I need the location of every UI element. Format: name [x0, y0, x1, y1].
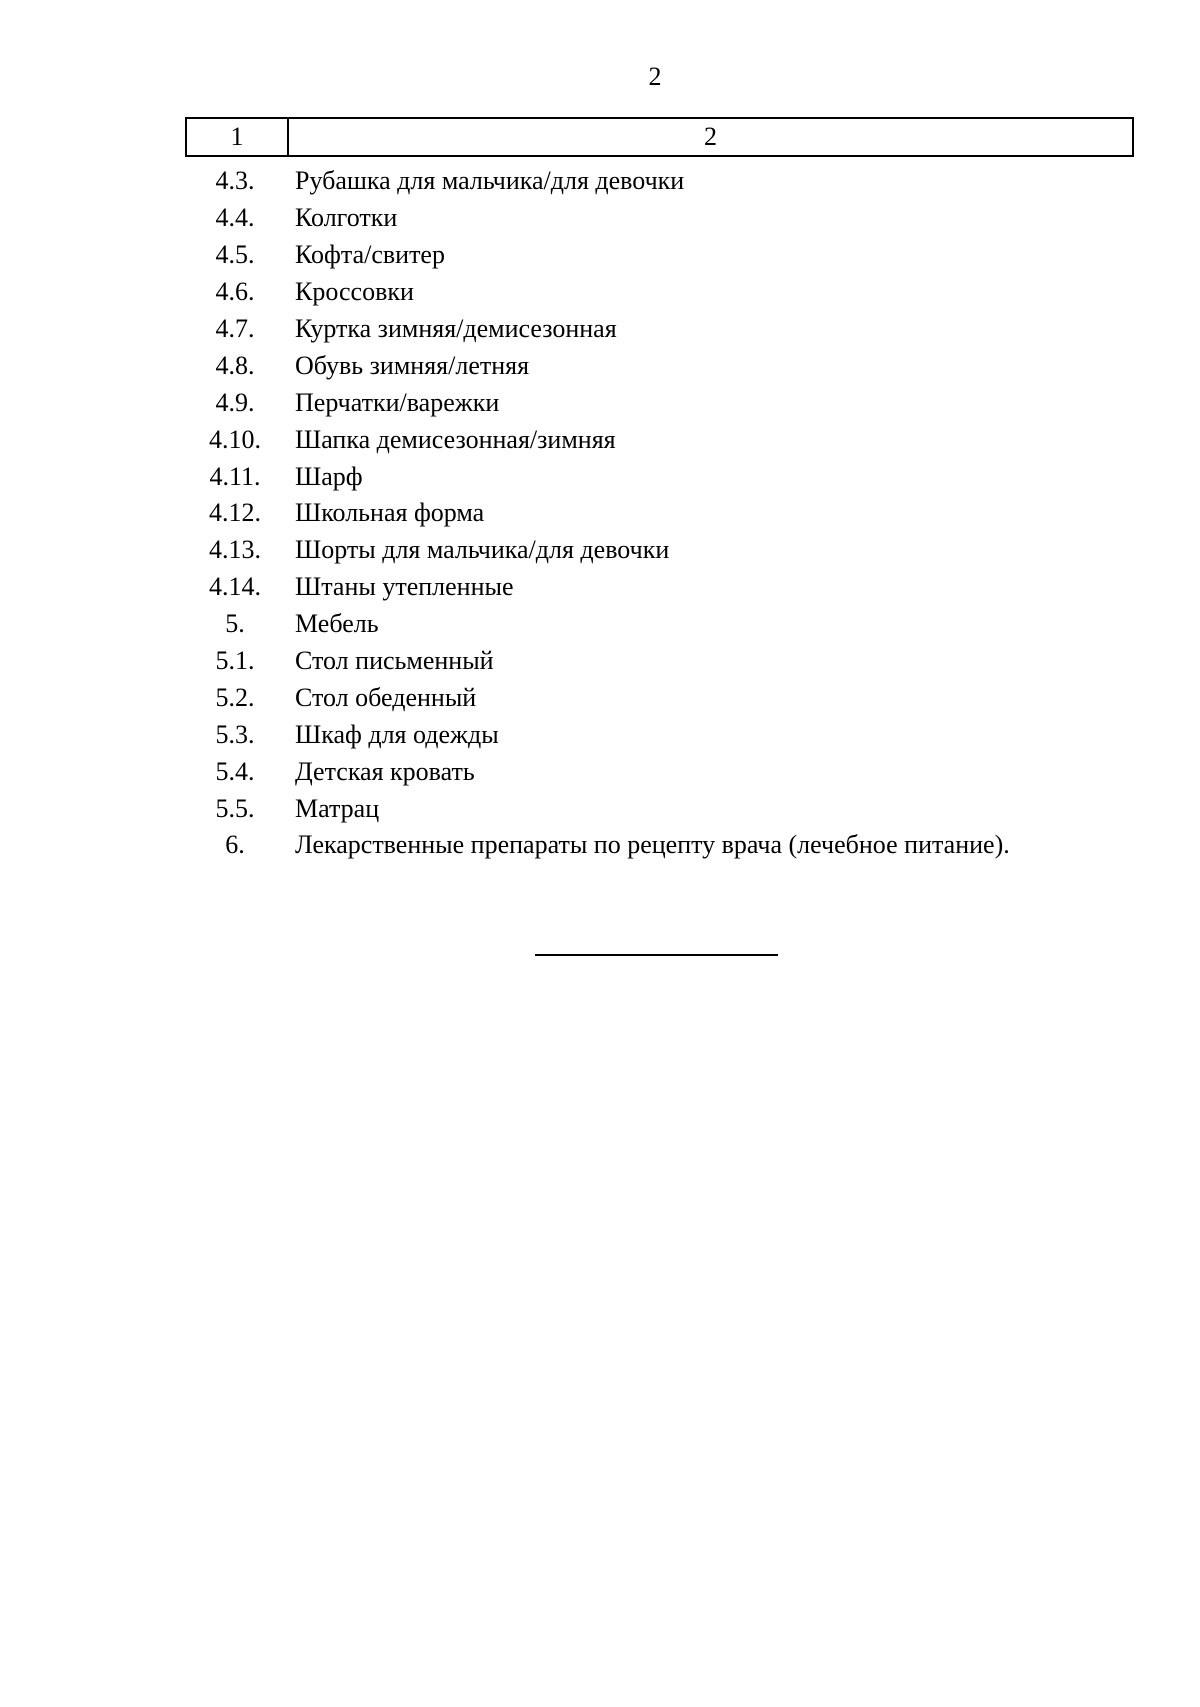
item-number: 5. [225, 609, 245, 639]
list-item [185, 274, 1145, 311]
item-number: 4.13. [209, 535, 261, 565]
item-text: Кроссовки [295, 277, 414, 307]
item-text: Стол обеденный [295, 682, 477, 712]
item-text: Шкаф для одежды [295, 719, 499, 749]
item-number: 4.7. [215, 314, 255, 343]
list-item [185, 311, 1145, 348]
item-number: 4.5. [215, 240, 255, 270]
item-text: Куртка зимняя/демисезонная [295, 314, 617, 343]
list-item [185, 347, 1145, 384]
item-number: 5.3. [215, 719, 255, 749]
list-item [185, 421, 1145, 458]
list-item [185, 495, 1145, 532]
item-text: Мебель [295, 609, 379, 639]
list-item [185, 569, 1145, 606]
item-text: Стол письменный [295, 646, 494, 676]
list-item [185, 532, 1145, 569]
list-item [185, 753, 1145, 790]
item-number: 4.3. [215, 166, 255, 196]
list-item [185, 716, 1145, 753]
item-text: Обувь зимняя/летняя [295, 350, 530, 380]
item-number: 5.5. [215, 793, 255, 823]
item-number: 4.10. [209, 424, 261, 454]
item-number: 4.6. [215, 277, 255, 307]
item-text: Шарф [295, 461, 363, 491]
item-text: Перчатки/варежки [295, 387, 500, 417]
item-number: 4.12. [209, 498, 261, 528]
item-text: Школьная форма [295, 498, 485, 528]
list-item [185, 606, 1145, 643]
list-item [185, 384, 1145, 421]
item-text: Лекарственные препараты по рецепту врача (лечебное питание). [295, 830, 1010, 860]
item-text: Штаны утепленные [295, 572, 514, 602]
item-number: 4.9. [215, 387, 255, 417]
item-text: Кофта/свитер [295, 240, 445, 270]
item-text: Шорты для мальчика/для девочки [295, 535, 670, 565]
item-number: 4.11. [209, 461, 261, 491]
list-item [185, 163, 1145, 200]
item-number: 4.4. [215, 203, 255, 233]
item-text: Шапка демисезонная/зимняя [295, 424, 616, 454]
list-item [185, 643, 1145, 680]
item-text: Матрац [295, 793, 380, 823]
list-item [185, 237, 1145, 274]
item-number: 4.14. [209, 572, 261, 602]
item-text: Детская кровать [295, 756, 475, 786]
list-item [185, 458, 1145, 495]
list-item [185, 200, 1145, 237]
item-number: 4.8. [215, 350, 255, 380]
page-number: 2 [648, 62, 662, 91]
list-item [185, 679, 1145, 716]
end-divider [535, 954, 778, 956]
list-item [185, 790, 1145, 827]
item-text: Колготки [295, 203, 398, 233]
item-number: 5.4. [215, 756, 255, 786]
item-text: Рубашка для мальчика/для девочки [295, 166, 685, 196]
item-number: 5.2. [215, 682, 255, 712]
item-number: 6. [225, 830, 245, 860]
table-header-col2: 2 [704, 122, 717, 151]
item-number: 5.1. [215, 646, 255, 676]
item-list [185, 163, 1145, 864]
list-item [185, 827, 1145, 864]
table-header [185, 117, 1134, 157]
table-header-col1: 1 [187, 119, 289, 155]
